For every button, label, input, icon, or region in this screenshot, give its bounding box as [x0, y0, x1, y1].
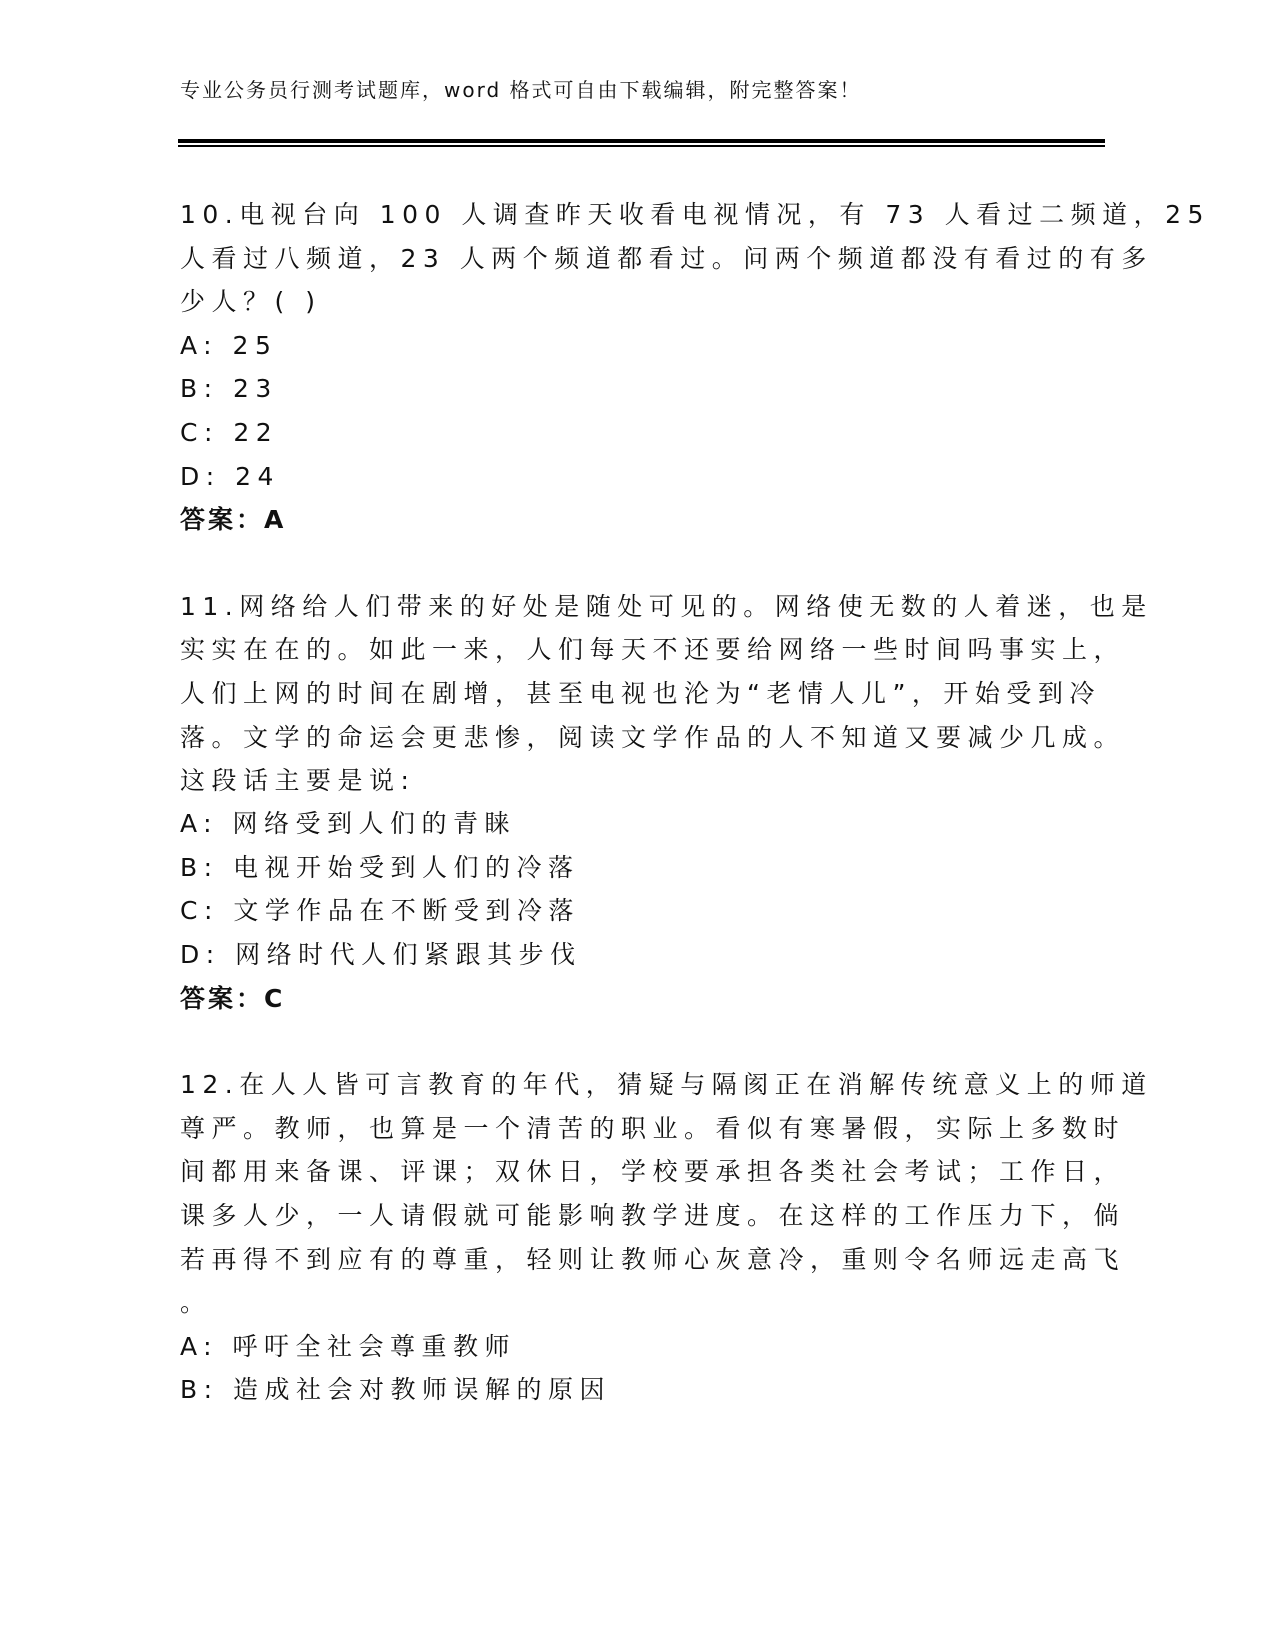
- header-divider-thin: [178, 145, 1105, 147]
- question-12-option-b: B: 造成社会对教师误解的原因: [180, 1375, 612, 1404]
- question-10-option-c: C: 22: [180, 418, 279, 447]
- question-12-stem-line: 。: [180, 1288, 212, 1317]
- question-12-stem-line: 尊严。教师，也算是一个清苦的职业。看似有寒暑假，实际上多数时: [180, 1114, 1126, 1143]
- question-12-stem-line: 若再得不到应有的尊重，轻则让教师心灰意冷，重则令名师远走高飞: [180, 1245, 1126, 1274]
- question-10-option-d: D: 24: [180, 462, 280, 491]
- question-11-option-c: C: 文学作品在不断受到冷落: [180, 896, 580, 925]
- question-10-answer: 答案：A: [180, 505, 287, 534]
- question-11-stem-line: 这段话主要是说:: [180, 766, 416, 795]
- question-11-stem-line: 11.网络给人们带来的好处是随处可见的。网络使无数的人着迷，也是: [180, 592, 1153, 621]
- question-12-option-a: A: 呼吁全社会尊重教师: [180, 1332, 517, 1361]
- question-11-option-a: A: 网络受到人们的青睐: [180, 809, 517, 838]
- question-10-stem-line: 少人？( ): [180, 287, 322, 316]
- question-12-stem-line: 课多人少，一人请假就可能影响教学进度。在这样的工作压力下，倘: [180, 1201, 1126, 1230]
- question-10-option-a: A: 25: [180, 331, 278, 360]
- question-11-option-d: D: 网络时代人们紧跟其步伐: [180, 940, 582, 969]
- question-11-option-b: B: 电视开始受到人们的冷落: [180, 853, 580, 882]
- question-10-stem-line: 人看过八频道，23 人两个频道都看过。问两个频道都没有看过的有多: [180, 244, 1153, 273]
- header-divider: [178, 139, 1105, 143]
- page-header: 专业公务员行测考试题库，word 格式可自由下载编辑，附完整答案！: [180, 78, 862, 102]
- question-10-stem-line: 10.电视台向 100 人调查昨天收看电视情况，有 73 人看过二频道，25: [180, 200, 1210, 229]
- question-11-stem-line: 落。文学的命运会更悲惨，阅读文学作品的人不知道又要减少几成。: [180, 723, 1126, 752]
- question-11-stem-line: 人们上网的时间在剧增，甚至电视也沦为“老情人儿”，开始受到冷: [180, 679, 1101, 708]
- question-12-stem-line: 12.在人人皆可言教育的年代，猜疑与隔阂正在消解传统意义上的师道: [180, 1070, 1153, 1099]
- question-12-stem-line: 间都用来备课、评课；双休日，学校要承担各类社会考试；工作日，: [180, 1157, 1126, 1186]
- question-11-answer: 答案：C: [180, 984, 286, 1013]
- question-11-stem-line: 实实在在的。如此一来，人们每天不还要给网络一些时间吗事实上，: [180, 635, 1126, 664]
- question-10-option-b: B: 23: [180, 374, 278, 403]
